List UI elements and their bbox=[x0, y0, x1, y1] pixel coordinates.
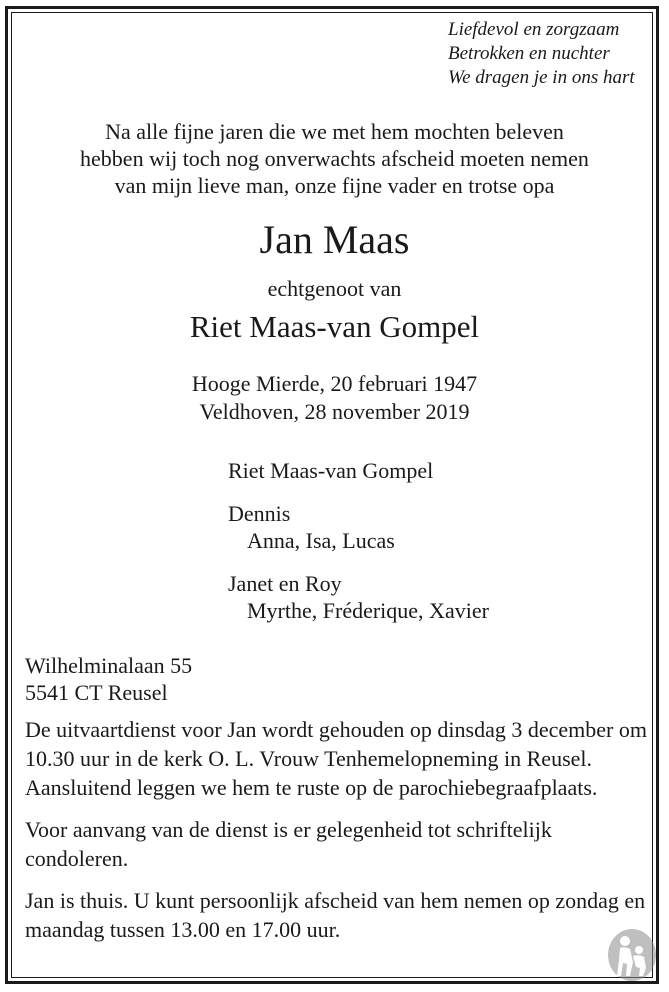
family-child: Janet en Roy bbox=[228, 571, 342, 596]
visitation-paragraph: Jan is thuis. U kunt persoonlijk afscheid van hem nemen op zondag en maandag tussen 13.00 en 17.00 uur. bbox=[25, 888, 646, 942]
family-group bbox=[228, 570, 628, 624]
family-child: Dennis bbox=[228, 501, 291, 526]
spouse-name: Riet Maas-van Gompel bbox=[189, 309, 480, 344]
family-list bbox=[228, 457, 628, 640]
condolence-paragraph: Voor aanvang van de dienst is er gelegenheid tot schriftelijk condoleren. bbox=[25, 817, 552, 871]
address-street: Wilhelminalaan 55 bbox=[25, 653, 193, 678]
family-grandchildren: Myrthe, Fréderique, Xavier bbox=[247, 598, 489, 623]
motto-line: We dragen je in ons hart bbox=[448, 67, 635, 88]
intro-text bbox=[0, 118, 669, 199]
motto bbox=[448, 18, 658, 90]
body-text bbox=[25, 715, 650, 957]
deceased-name: Jan Maas bbox=[259, 217, 410, 262]
family-grandchildren: Anna, Isa, Lucas bbox=[247, 528, 395, 553]
motto-line: Betrokken en nuchter bbox=[448, 43, 610, 64]
intro-line: hebben wij toch nog onverwachts afscheid moeten nemen bbox=[80, 146, 589, 171]
spouse-label: echtgenoot van bbox=[267, 276, 402, 301]
address-city: 5541 CT Reusel bbox=[25, 680, 168, 705]
family-group bbox=[228, 500, 628, 554]
address bbox=[25, 652, 192, 706]
birth-date: Hooge Mierde, 20 februari 1947 bbox=[191, 371, 478, 396]
family-spouse: Riet Maas-van Gompel bbox=[228, 458, 434, 483]
death-date: Veldhoven, 28 november 2019 bbox=[199, 399, 470, 424]
intro-line: van mijn lieve man, onze fijne vader en trotse opa bbox=[114, 173, 555, 198]
funeral-paragraph: De uitvaartdienst voor Jan wordt gehouden op dinsdag 3 december om 10.30 uur in de kerk O. L. Vrouw Tenhemelopneming in Reusel. Aansluitend leggen we hem te ruste op de parochiebegraafplaats. bbox=[25, 717, 647, 800]
funeral-figure-icon bbox=[606, 926, 658, 982]
motto-line: Liefdevol en zorgzaam bbox=[448, 19, 620, 40]
life-dates bbox=[0, 370, 669, 426]
intro-line: Na alle fijne jaren die we met hem mochten beleven bbox=[105, 119, 564, 144]
